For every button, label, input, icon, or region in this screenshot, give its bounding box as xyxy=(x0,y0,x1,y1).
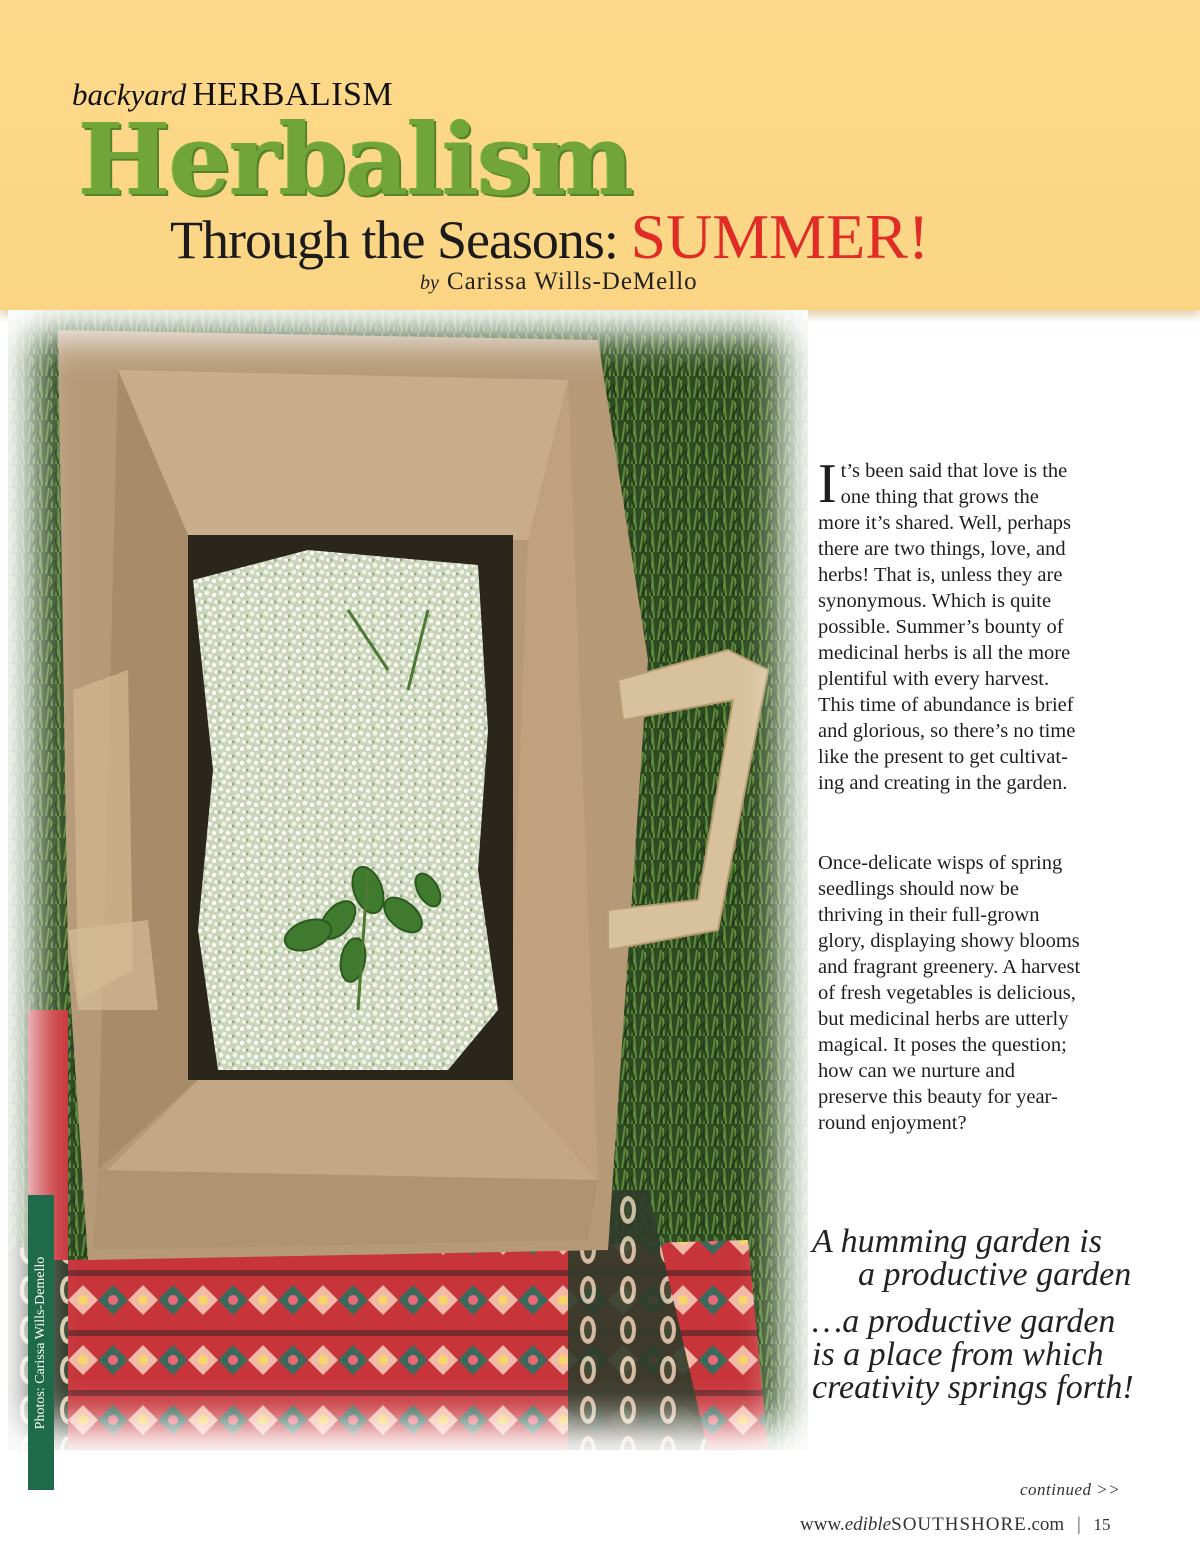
photo-credit xyxy=(28,1195,54,1490)
title-highlight: SUMMER! xyxy=(630,201,930,272)
byline-prefix: by xyxy=(420,272,439,294)
para2-line: preserve this beauty for year- xyxy=(818,1086,1058,1108)
quote-line: a productive garden xyxy=(858,1256,1132,1293)
para2-line: magical. It poses the question; xyxy=(818,1034,1067,1056)
quote-line: creativity springs forth! xyxy=(812,1369,1134,1406)
para1-line: plentiful with every harvest. xyxy=(818,668,1050,690)
paragraph-2 xyxy=(818,850,1118,1136)
para1-line: ing and creating in the garden. xyxy=(818,772,1068,794)
footer-separator: | xyxy=(1076,1514,1081,1535)
para2-line: and fragrant greenery. A harvest xyxy=(818,956,1081,978)
title-sub-text: Through the Seasons: xyxy=(170,210,631,270)
para2-line: of fresh vegetables is delicious, xyxy=(818,982,1076,1004)
para1-line: and glorious, so there’s no time xyxy=(818,720,1076,742)
site-italic: edible xyxy=(844,1514,892,1535)
para2-line: how can we nurture and xyxy=(818,1060,1015,1082)
para1-line: herbs! That is, unless they are xyxy=(818,564,1063,586)
drop-cap: I xyxy=(818,453,837,515)
para1-line: This time of abundance is brief xyxy=(818,694,1074,716)
para2-line: thriving in their full-grown xyxy=(818,904,1040,926)
photo-credit-text: Photos: Carissa Wills-Demello xyxy=(33,1256,48,1429)
section-label-caps: HERBALISM xyxy=(192,76,394,113)
para1-line: one thing that grows the xyxy=(840,486,1039,508)
para2-line: seedlings should now be xyxy=(818,878,1019,900)
para1-line: more it’s shared. Well, perhaps xyxy=(818,512,1072,534)
site-suffix: .com xyxy=(1026,1514,1065,1535)
para2-line: glory, displaying showy blooms xyxy=(818,930,1080,952)
continued-link[interactable]: continued >> xyxy=(1020,1480,1121,1499)
section-label-italic: backyard xyxy=(72,77,187,112)
para2-line: round enjoyment? xyxy=(818,1112,967,1134)
para1-line: possible. Summer’s bounty of xyxy=(818,616,1064,638)
para1-line: medicinal herbs is all the more xyxy=(818,642,1071,664)
article-title-main: Herbalism xyxy=(78,103,632,218)
paragraph-1 xyxy=(818,453,1118,796)
quote-line: …a productive garden xyxy=(812,1303,1116,1340)
site-caps: SOUTHSHORE xyxy=(891,1514,1027,1535)
photo-illustration xyxy=(8,310,808,1450)
page-footer xyxy=(800,1514,1111,1536)
article-photo xyxy=(8,310,808,1450)
site-prefix: www. xyxy=(800,1514,845,1535)
pull-quote xyxy=(812,1225,1152,1404)
para1-line: like the present to get cultivat- xyxy=(818,746,1068,768)
para2-line: Once-delicate wisps of spring xyxy=(818,852,1063,874)
quote-line: A humming garden is xyxy=(812,1223,1102,1260)
para2-line: but medicinal herbs are utterly xyxy=(818,1008,1069,1030)
page-number: 15 xyxy=(1093,1515,1111,1534)
para1-line: there are two things, love, and xyxy=(818,538,1066,560)
article-title-sub xyxy=(170,201,930,272)
para1-line: t’s been said that love is the xyxy=(840,460,1068,482)
site-url[interactable] xyxy=(800,1514,1064,1535)
byline xyxy=(420,268,698,296)
para1-line: synonymous. Which is quite xyxy=(818,590,1052,612)
quote-line: is a place from which xyxy=(812,1336,1104,1373)
byline-author: Carissa Wills-DeMello xyxy=(446,268,698,295)
